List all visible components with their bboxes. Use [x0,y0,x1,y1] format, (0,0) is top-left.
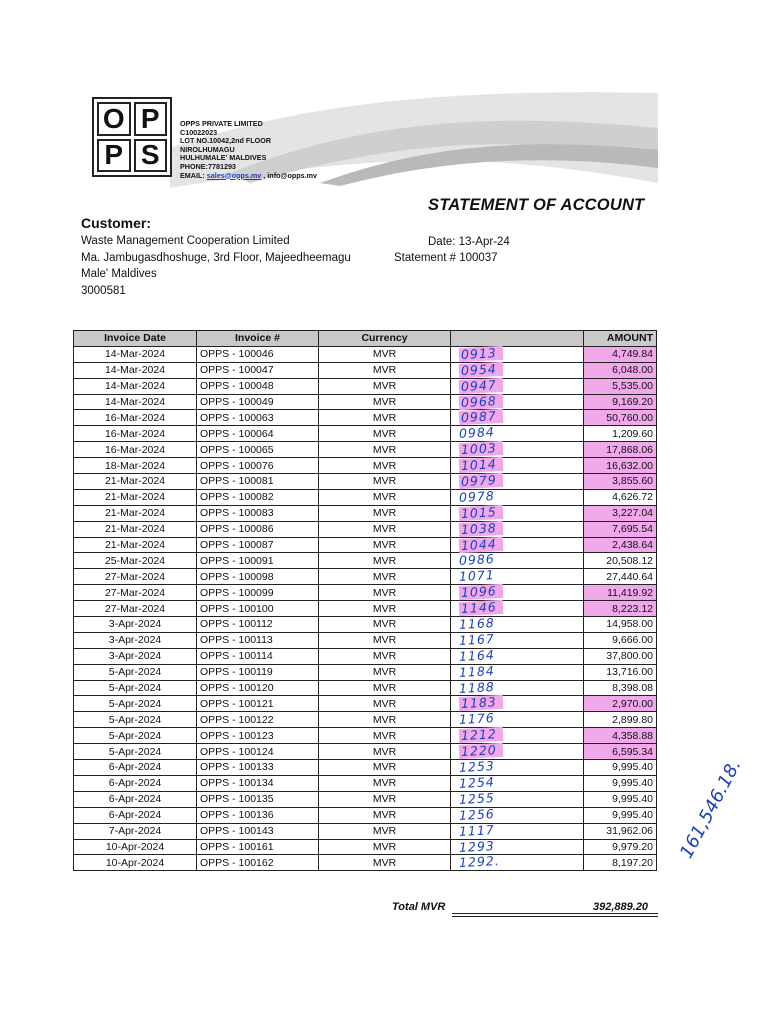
invoice-date-cell: 3-Apr-2024 [74,632,197,648]
invoice-number-cell: OPPS - 100083 [197,505,319,521]
invoice-number-cell: OPPS - 100049 [197,394,319,410]
currency-cell: MVR [319,855,451,871]
statement-number: Statement # 100037 [394,252,498,264]
table-row [74,775,657,791]
invoice-date-cell: 21-Mar-2024 [74,489,197,505]
handwritten-note: 1096 [459,584,503,600]
invoice-date-cell: 21-Mar-2024 [74,505,197,521]
currency-cell: MVR [319,617,451,633]
invoice-date-cell: 5-Apr-2024 [74,664,197,680]
invoice-number-cell: OPPS - 100048 [197,378,319,394]
total-underline [452,913,658,914]
amount-cell: 9,169.20 [584,394,657,410]
amount-cell: 20,508.12 [584,553,657,569]
invoice-number-cell: OPPS - 100091 [197,553,319,569]
amount-cell: 11,419.92 [584,585,657,601]
table-row [74,346,657,362]
invoice-date-cell: 27-Mar-2024 [74,585,197,601]
company-address-2: NIROLHUMAGU [180,144,235,154]
handwritten-note-cell [451,680,584,696]
header-amount: AMOUNT [584,331,657,347]
handwritten-note-cell [451,632,584,648]
handwritten-note: 1117 [458,821,496,839]
amount-cell: 2,970.00 [584,696,657,712]
handwritten-note: 1253 [458,758,496,775]
handwritten-note-cell [451,537,584,553]
handwritten-note: 1220 [459,743,503,759]
invoice-date-cell: 6-Apr-2024 [74,807,197,823]
currency-cell: MVR [319,362,451,378]
amount-cell: 9,995.40 [584,791,657,807]
table-row [74,505,657,521]
invoice-date-cell: 6-Apr-2024 [74,791,197,807]
invoice-date-cell: 5-Apr-2024 [74,712,197,728]
table-row [74,807,657,823]
handwritten-note-cell [451,458,584,474]
amount-cell: 8,197.20 [584,855,657,871]
handwritten-note-cell [451,696,584,712]
invoice-number-cell: OPPS - 100087 [197,537,319,553]
handwritten-note-cell [451,617,584,633]
invoice-number-cell: OPPS - 100143 [197,823,319,839]
handwritten-note-cell [451,807,584,823]
amount-cell: 3,227.04 [584,505,657,521]
handwritten-note-cell [451,791,584,807]
currency-cell: MVR [319,458,451,474]
currency-cell: MVR [319,839,451,855]
handwritten-note: 1183 [459,695,503,711]
table-header-row [74,331,657,347]
table-row [74,696,657,712]
company-address-1: LOT NO.10042,2nd FLOOR [180,136,272,146]
handwritten-note: 0913 [459,346,503,362]
invoice-number-cell: OPPS - 100082 [197,489,319,505]
amount-cell: 6,048.00 [584,362,657,378]
handwritten-note: 1044 [459,536,503,552]
amount-cell: 16,632.00 [584,458,657,474]
amount-cell: 6,595.34 [584,744,657,760]
amount-cell: 4,358.88 [584,728,657,744]
handwritten-note: 1292. [458,853,501,871]
invoice-date-cell: 3-Apr-2024 [74,617,197,633]
table-row [74,712,657,728]
currency-cell: MVR [319,537,451,553]
table-row [74,569,657,585]
table-row [74,426,657,442]
handwritten-note-cell [451,362,584,378]
currency-cell: MVR [319,680,451,696]
table-row [74,394,657,410]
invoice-date-cell: 21-Mar-2024 [74,521,197,537]
currency-cell: MVR [319,410,451,426]
customer-label: Customer: [81,215,152,231]
currency-cell: MVR [319,346,451,362]
amount-cell: 8,398.08 [584,680,657,696]
amount-cell: 9,995.40 [584,760,657,776]
invoice-date-cell: 16-Mar-2024 [74,426,197,442]
invoice-number-cell: OPPS - 100136 [197,807,319,823]
handwritten-note-cell [451,569,584,585]
handwritten-note: 1164 [458,646,496,664]
handwritten-note: 1256 [458,805,496,823]
invoice-number-cell: OPPS - 100114 [197,648,319,664]
invoice-number-cell: OPPS - 100119 [197,664,319,680]
handwritten-note-cell [451,585,584,601]
handwritten-note: 1014 [459,457,503,473]
email-label: EMAIL: [180,170,207,180]
header-currency: Currency [319,331,451,347]
amount-cell: 1,209.60 [584,426,657,442]
invoice-number-cell: OPPS - 100047 [197,362,319,378]
table-row [74,458,657,474]
table-row [74,378,657,394]
currency-cell: MVR [319,728,451,744]
amount-cell: 2,899.80 [584,712,657,728]
handwritten-note-cell [451,426,584,442]
currency-cell: MVR [319,712,451,728]
invoice-number-cell: OPPS - 100099 [197,585,319,601]
table-row [74,474,657,490]
invoice-date-cell: 6-Apr-2024 [74,760,197,776]
amount-cell: 9,666.00 [584,632,657,648]
handwritten-margin-note: 161,546.18. [676,755,746,862]
handwritten-note-cell [451,442,584,458]
table-row [74,362,657,378]
handwritten-note: 1184 [458,662,496,680]
table-row [74,632,657,648]
total-value: 392,889.20 [593,901,649,913]
invoice-date-cell: 21-Mar-2024 [74,537,197,553]
currency-cell: MVR [319,696,451,712]
amount-cell: 4,626.72 [584,489,657,505]
invoice-number-cell: OPPS - 100112 [197,617,319,633]
document-title: STATEMENT OF ACCOUNT [428,196,645,214]
invoice-number-cell: OPPS - 100063 [197,410,319,426]
sales-email-link[interactable]: sales@opps.mv [206,170,262,180]
invoice-date-cell: 18-Mar-2024 [74,458,197,474]
amount-cell: 37,800.00 [584,648,657,664]
currency-cell: MVR [319,585,451,601]
invoice-date-cell: 5-Apr-2024 [74,728,197,744]
handwritten-note-cell [451,855,584,871]
table-row [74,664,657,680]
handwritten-note-cell [451,553,584,569]
invoice-date-cell: 3-Apr-2024 [74,648,197,664]
invoice-date-cell: 10-Apr-2024 [74,855,197,871]
invoice-date-cell: 7-Apr-2024 [74,823,197,839]
invoice-number-cell: OPPS - 100064 [197,426,319,442]
table-row [74,680,657,696]
invoice-number-cell: OPPS - 100065 [197,442,319,458]
amount-cell: 8,223.12 [584,601,657,617]
invoice-date-cell: 5-Apr-2024 [74,696,197,712]
logo-letter: P [134,102,168,136]
handwritten-note: 1255 [458,789,496,807]
handwritten-note: 0968 [459,393,503,409]
currency-cell: MVR [319,394,451,410]
invoice-date-cell: 16-Mar-2024 [74,442,197,458]
logo-letter: S [134,139,168,173]
customer-code: 3000581 [81,285,126,297]
currency-cell: MVR [319,442,451,458]
amount-cell: 7,695.54 [584,521,657,537]
invoice-number-cell: OPPS - 100100 [197,601,319,617]
customer-address: Ma. Jambugasdhoshuge, 3rd Floor, Majeedheemagu [81,252,351,264]
header-invoice-date: Invoice Date [74,331,197,347]
handwritten-note: 1293 [458,837,496,855]
invoice-number-cell: OPPS - 100122 [197,712,319,728]
company-address-3: HULHUMALE' MALDIVES [180,153,267,163]
table-row [74,728,657,744]
total-label: Total MVR [392,901,446,913]
invoice-number-cell: OPPS - 100123 [197,728,319,744]
handwritten-note-cell [451,728,584,744]
amount-cell: 17,868.06 [584,442,657,458]
invoice-date-cell: 14-Mar-2024 [74,362,197,378]
currency-cell: MVR [319,807,451,823]
invoice-number-cell: OPPS - 100098 [197,569,319,585]
invoice-date-cell: 14-Mar-2024 [74,346,197,362]
invoice-number-cell: OPPS - 100124 [197,744,319,760]
handwritten-note: 1176 [458,710,496,728]
handwritten-note: 1168 [458,615,496,632]
currency-cell: MVR [319,378,451,394]
handwritten-note: 1003 [459,441,503,457]
handwritten-note-cell [451,648,584,664]
invoice-date-cell: 14-Mar-2024 [74,378,197,394]
amount-cell: 9,995.40 [584,807,657,823]
invoice-number-cell: OPPS - 100081 [197,474,319,490]
amount-cell: 2,438.64 [584,537,657,553]
invoice-number-cell: OPPS - 100120 [197,680,319,696]
invoice-date-cell: 16-Mar-2024 [74,410,197,426]
handwritten-note-cell [451,712,584,728]
table-row [74,601,657,617]
invoice-number-cell: OPPS - 100135 [197,791,319,807]
handwritten-note: 0984 [458,424,496,442]
currency-cell: MVR [319,775,451,791]
handwritten-note: 0978 [458,487,496,505]
amount-cell: 31,962.06 [584,823,657,839]
email-separator: , [261,170,268,180]
company-details [180,120,317,180]
handwritten-note-cell [451,346,584,362]
handwritten-note-cell [451,505,584,521]
table-row [74,855,657,871]
currency-cell: MVR [319,489,451,505]
currency-cell: MVR [319,601,451,617]
table-row [74,744,657,760]
company-reg: C10022023 [180,127,218,137]
handwritten-note: 0987 [459,409,503,425]
currency-cell: MVR [319,474,451,490]
currency-cell: MVR [319,505,451,521]
invoice-date-cell: 6-Apr-2024 [74,775,197,791]
handwritten-note: 1071 [458,567,496,585]
amount-cell: 3,855.60 [584,474,657,490]
company-phone: PHONE:7781293 [180,161,236,171]
handwritten-note: 1212 [459,727,503,743]
currency-cell: MVR [319,791,451,807]
amount-cell: 27,440.64 [584,569,657,585]
currency-cell: MVR [319,648,451,664]
customer-name: Waste Management Cooperation Limited [81,235,290,247]
invoice-date-cell: 21-Mar-2024 [74,474,197,490]
handwritten-note-cell [451,474,584,490]
handwritten-note: 0947 [459,378,503,394]
amount-cell: 13,716.00 [584,664,657,680]
table-row [74,521,657,537]
handwritten-note-cell [451,489,584,505]
table-row [74,760,657,776]
currency-cell: MVR [319,664,451,680]
handwritten-note: 1015 [459,505,503,521]
amount-cell: 50,760.00 [584,410,657,426]
customer-city: Male' Maldives [81,268,157,280]
handwritten-note: 1188 [458,678,496,696]
handwritten-note-cell [451,823,584,839]
handwritten-note-cell [451,378,584,394]
logo-letter: P [97,139,131,173]
table-row [74,553,657,569]
invoice-date-cell: 5-Apr-2024 [74,744,197,760]
invoice-date-cell: 14-Mar-2024 [74,394,197,410]
header-blank [451,331,584,347]
table-row [74,823,657,839]
currency-cell: MVR [319,426,451,442]
invoice-number-cell: OPPS - 100076 [197,458,319,474]
handwritten-note-cell [451,664,584,680]
handwritten-note-cell [451,775,584,791]
currency-cell: MVR [319,760,451,776]
invoice-date-cell: 25-Mar-2024 [74,553,197,569]
statement-date: Date: 13-Apr-24 [428,236,510,248]
info-email: info@opps.mv [267,170,318,180]
currency-cell: MVR [319,823,451,839]
table-row [74,791,657,807]
handwritten-note: 1167 [458,630,496,648]
amount-cell: 5,535.00 [584,378,657,394]
handwritten-note: 1254 [458,774,496,791]
invoice-number-cell: OPPS - 100113 [197,632,319,648]
handwritten-note-cell [451,744,584,760]
table-row [74,489,657,505]
handwritten-note-cell [451,601,584,617]
handwritten-note: 0954 [459,362,503,378]
table-row [74,617,657,633]
invoice-number-cell: OPPS - 100121 [197,696,319,712]
invoice-number-cell: OPPS - 100046 [197,346,319,362]
amount-cell: 9,995.40 [584,775,657,791]
handwritten-note-cell [451,760,584,776]
table-row [74,537,657,553]
logo-letter: O [97,102,131,136]
invoice-number-cell: OPPS - 100086 [197,521,319,537]
company-name: OPPS PRIVATE LIMITED [180,119,263,128]
currency-cell: MVR [319,744,451,760]
table-row [74,839,657,855]
total-double-underline [452,916,658,917]
invoice-number-cell: OPPS - 100134 [197,775,319,791]
invoice-number-cell: OPPS - 100133 [197,760,319,776]
currency-cell: MVR [319,553,451,569]
invoice-number-cell: OPPS - 100162 [197,855,319,871]
currency-cell: MVR [319,521,451,537]
currency-cell: MVR [319,632,451,648]
handwritten-note: 0979 [459,473,503,489]
handwritten-note-cell [451,394,584,410]
amount-cell: 9,979.20 [584,839,657,855]
handwritten-note: 0986 [458,551,496,569]
invoice-table [73,330,657,871]
amount-cell: 14,958.00 [584,617,657,633]
amount-cell: 4,749.84 [584,346,657,362]
invoice-number-cell: OPPS - 100161 [197,839,319,855]
invoice-table-body [74,346,657,870]
company-logo [92,97,172,177]
header-invoice-number: Invoice # [197,331,319,347]
table-row [74,585,657,601]
invoice-date-cell: 27-Mar-2024 [74,601,197,617]
company-email-line [180,172,317,181]
table-row [74,648,657,664]
table-row [74,442,657,458]
currency-cell: MVR [319,569,451,585]
invoice-date-cell: 5-Apr-2024 [74,680,197,696]
handwritten-note-cell [451,839,584,855]
handwritten-note-cell [451,521,584,537]
handwritten-note: 1146 [459,600,503,616]
table-row [74,410,657,426]
invoice-date-cell: 27-Mar-2024 [74,569,197,585]
handwritten-note-cell [451,410,584,426]
handwritten-note: 1038 [459,521,503,537]
invoice-date-cell: 10-Apr-2024 [74,839,197,855]
